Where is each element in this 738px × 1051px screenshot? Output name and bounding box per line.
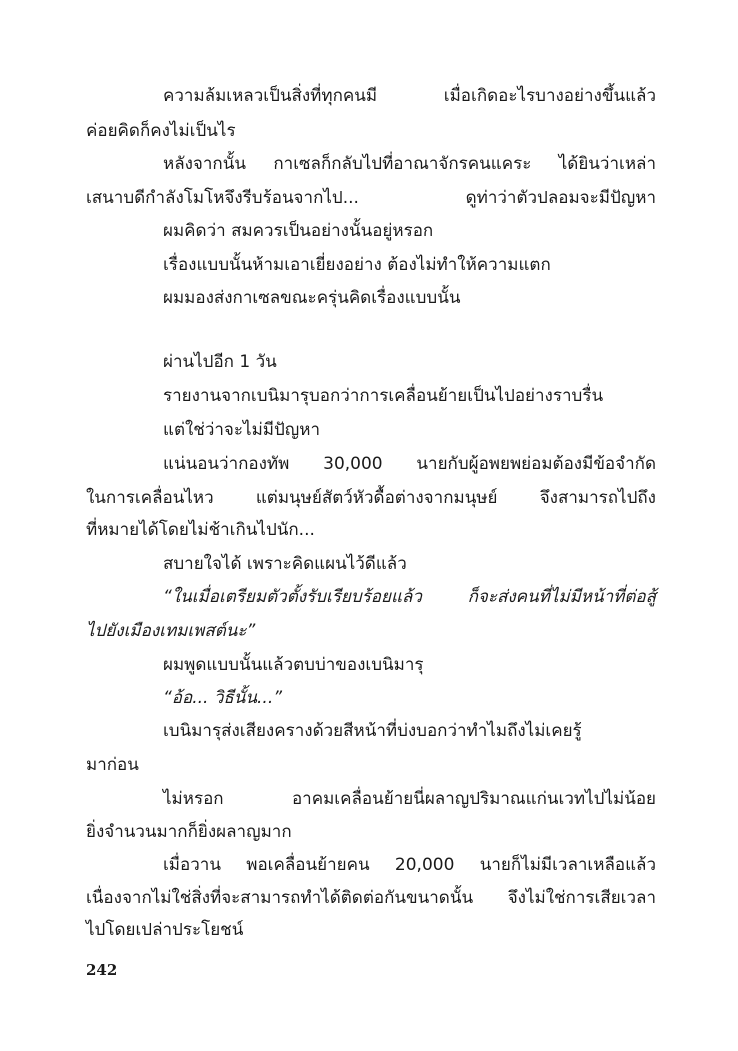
text-line-10: แต่ใช่ว่าจะไม่มีปัญหา	[163, 420, 321, 440]
text-line-4: เสนาบดีกำลังโมโหจึงรีบร้อนจากไป... ดูท่าว่าตัวปลอมจะมีปัญหา	[86, 188, 656, 208]
text-line-23: เมื่อวาน พอเคลื่อนย้ายคน 20,000 นายก็ไม่มีเวลาเหลือแล้ว	[163, 855, 656, 875]
text-line-7: ผมมองส่งกาเซลขณะครุ่นคิดเรื่องแบบนั้น	[163, 288, 461, 308]
text-line-3: หลังจากนั้น กาเซลก็กลับไปที่อาณาจักรคนแคระ ได้ยินว่าเหล่า	[163, 154, 656, 174]
dialogue-line-3: “อ้อ... วิธีนั้น...”	[163, 688, 283, 708]
text-line-20: มาก่อน	[86, 755, 139, 775]
text-line-8: ผ่านไปอีก 1 วัน	[163, 352, 277, 372]
text-line-5: ผมคิดว่า สมควรเป็นอย่างนั้นอยู่หรอก	[163, 221, 434, 241]
text-line-24: เนื่องจากไม่ใช่สิ่งที่จะสามารถทำได้ติดต่อกันขนาดนั้น จึงไม่ใช่การเสียเวลา	[86, 888, 656, 908]
text-line-21: ไม่หรอก อาคมเคลื่อนย้ายนี่ผลาญปริมาณแก่นเวทไปไม่น้อย	[163, 789, 656, 809]
dialogue-line-2: ไปยังเมืองเทมเพสต์นะ”	[86, 621, 256, 641]
text-line-9: รายงานจากเบนิมารุบอกว่าการเคลื่อนย้ายเป็นไปอย่างราบรื่น	[163, 386, 604, 406]
text-line-22: ยิ่งจำนวนมากก็ยิ่งผลาญมาก	[86, 822, 292, 842]
text-line-25: ไปโดยเปล่าประโยชน์	[86, 920, 244, 940]
text-line-11: แน่นอนว่ากองทัพ 30,000 นายกับผู้อพยพย่อมต้องมีข้อจำกัด	[163, 454, 656, 474]
dialogue-line-1: “ในเมื่อเตรียมตัวตั้งรับเรียบร้อยแล้ว ก็จะส่งคนที่ไม่มีหน้าที่ต่อสู้	[163, 587, 656, 607]
text-line-19: เบนิมารุส่งเสียงครางด้วยสีหน้าที่บ่งบอกว่าทำไมถึงไม่เคยรู้	[163, 721, 582, 741]
page-number: 242	[86, 961, 118, 979]
text-line-1: ความล้มเหลวเป็นสิ่งที่ทุกคนมี เมื่อเกิดอะไรบางอย่างขึ้นแล้ว	[163, 86, 656, 106]
text-line-12: ในการเคลื่อนไหว แต่มนุษย์สัตว์หัวดื้อต่างจากมนุษย์ จึงสามารถไปถึง	[86, 488, 656, 508]
text-line-13: ที่หมายได้โดยไม่ช้าเกินไปนัก...	[86, 520, 315, 540]
text-line-2: ค่อยคิดก็คงไม่เป็นไร	[86, 121, 236, 141]
text-line-14: สบายใจได้ เพราะคิดแผนไว้ดีแล้ว	[163, 554, 407, 574]
text-line-6: เรื่องแบบนั้นห้ามเอาเยี่ยงอย่าง ต้องไม่ทำให้ความแตก	[163, 255, 551, 275]
text-line-17: ผมพูดแบบนั้นแล้วตบบ่าของเบนิมารุ	[163, 655, 424, 675]
